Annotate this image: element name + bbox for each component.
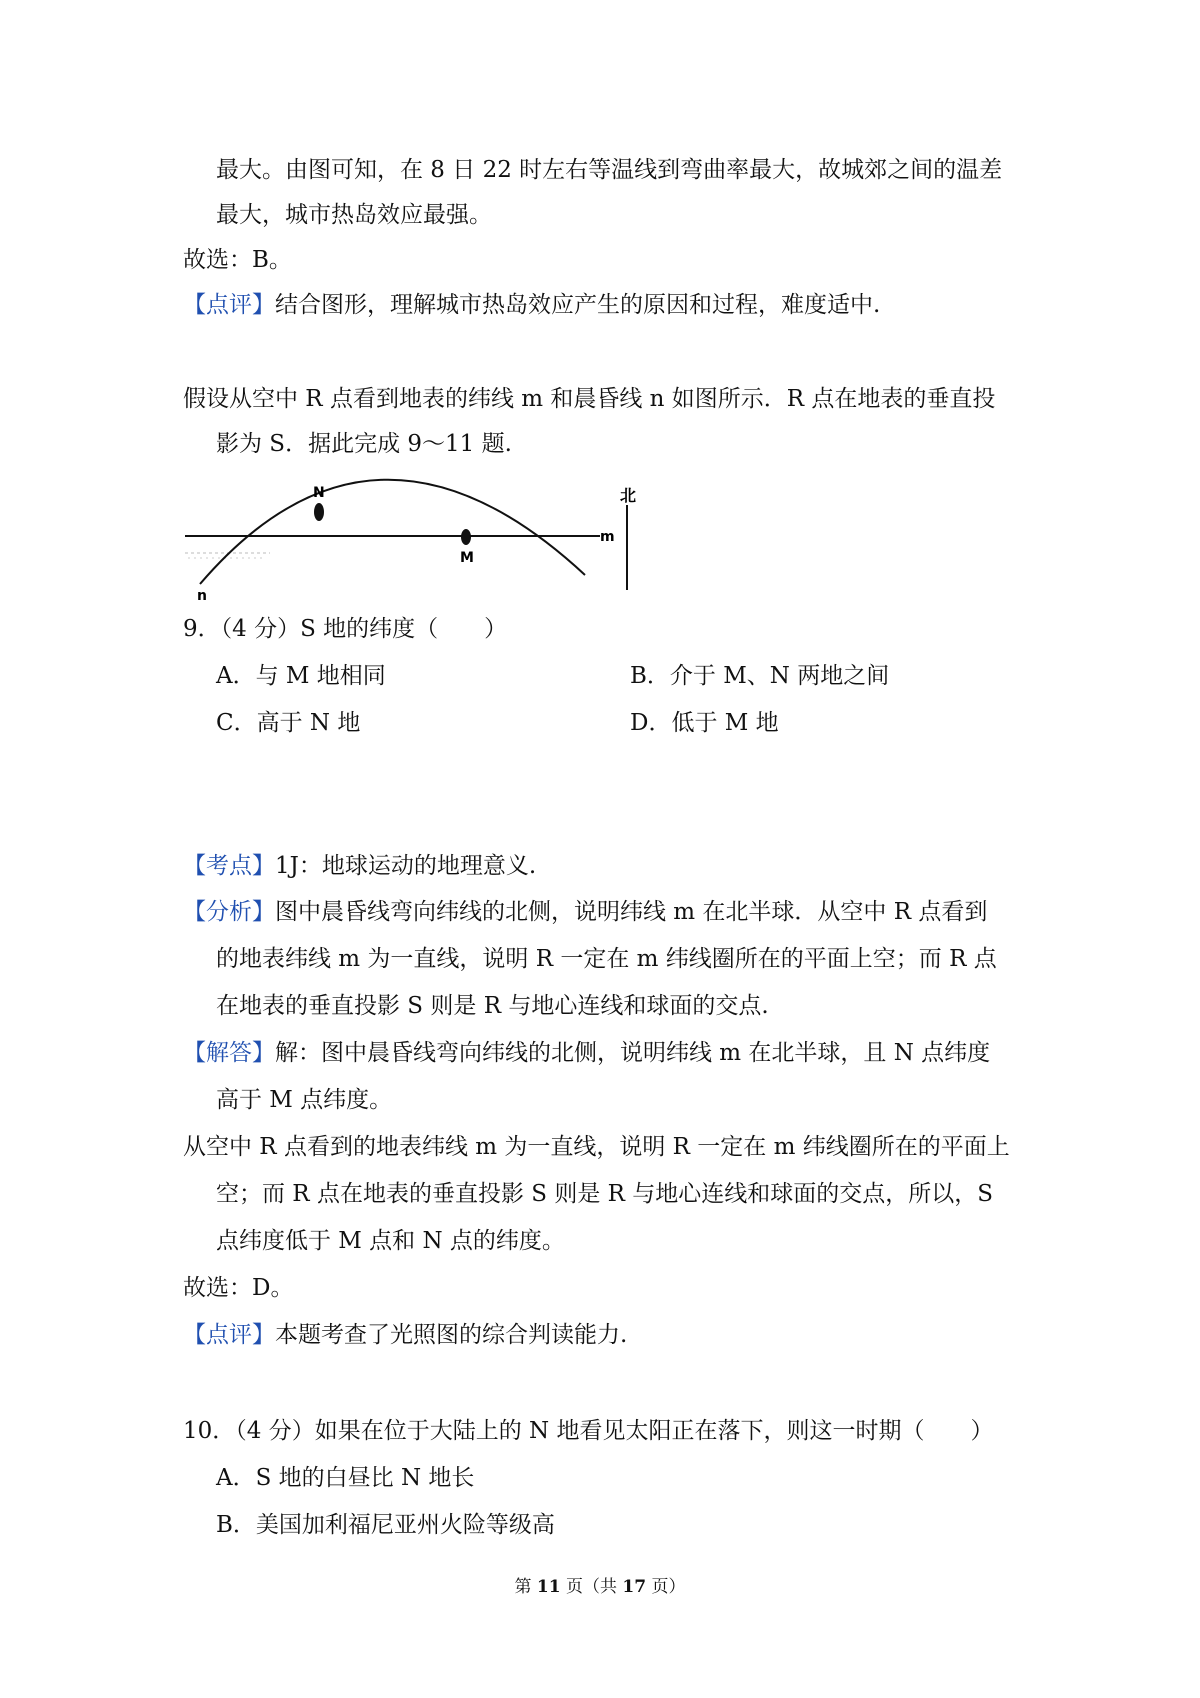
jieda-tag: 【解答】	[183, 1040, 275, 1066]
label-north: 北	[620, 486, 637, 505]
q9-kaodian	[183, 851, 536, 881]
stem-line-1: 假设从空中 R 点看到地表的纬线 m 和晨昏线 n 如图所示．R 点在地表的垂直投	[183, 386, 996, 412]
kaodian-text: 1J：地球运动的地理意义.	[275, 853, 537, 879]
label-M: M	[460, 550, 474, 566]
q9-jieda-line-1	[183, 1038, 990, 1068]
jieda-text: 解：图中晨昏线弯向纬线的北侧，说明纬线 m 在北半球，且 N 点纬度	[275, 1040, 991, 1066]
q9-fenxi-line-2: 的地表纬线 m 为一直线，说明 R 一定在 m 纬线圈所在的平面上空；而 R 点	[216, 946, 997, 972]
footer-page-number: 11	[536, 1577, 561, 1597]
latitude-terminator-figure	[0, 0, 1200, 620]
label-m: m	[600, 529, 615, 545]
q9-comment	[183, 1320, 627, 1350]
point-N-marker	[314, 503, 324, 521]
q9-option-a: A．与 M 地相同	[216, 663, 386, 689]
comment-tag: 【点评】	[183, 292, 275, 318]
q9-question: 9．（4 分）S 地的纬度（ ）	[183, 616, 508, 642]
comment-tag: 【点评】	[183, 1322, 275, 1348]
comment-text: 结合图形，理解城市热岛效应产生的原因和过程，难度适中.	[275, 292, 881, 318]
q10-option-a: A．S 地的白昼比 N 地长	[216, 1465, 475, 1491]
intro-line-2: 最大，城市热岛效应最强。	[216, 202, 492, 228]
q9-answer: 故选：D。	[183, 1275, 294, 1301]
label-n: n	[197, 588, 207, 604]
q9-jieda-line-2: 高于 M 点纬度。	[216, 1087, 393, 1113]
page-footer	[0, 1575, 1200, 1599]
q9-option-c: C．高于 N 地	[216, 710, 361, 736]
q9-jieda-line-4: 空；而 R 点在地表的垂直投影 S 则是 R 与地心连线和球面的交点，所以，S	[216, 1181, 994, 1207]
q9-jieda-line-5: 点纬度低于 M 点和 N 点的纬度。	[216, 1228, 565, 1254]
q10-question: 10．（4 分）如果在位于大陆上的 N 地看见太阳正在落下，则这一时期（ ）	[183, 1418, 994, 1444]
footer-middle: 页（共	[560, 1577, 623, 1597]
q9-option-d: D．低于 M 地	[630, 710, 779, 736]
q9-option-b: B．介于 M、N 两地之间	[630, 663, 890, 689]
footer-suffix: 页）	[646, 1577, 686, 1597]
footer-prefix: 第	[514, 1577, 537, 1597]
footer-total-pages: 17	[622, 1577, 647, 1597]
comment-text: 本题考查了光照图的综合判读能力.	[275, 1322, 628, 1348]
label-N: N	[313, 485, 325, 501]
q9-fenxi-line-1	[183, 897, 987, 927]
q9-fenxi-line-3: 在地表的垂直投影 S 则是 R 与地心连线和球面的交点.	[216, 993, 769, 1019]
fenxi-tag: 【分析】	[183, 899, 275, 925]
q10-option-b: B．美国加利福尼亚州火险等级高	[216, 1512, 555, 1538]
q9-jieda-line-3: 从空中 R 点看到的地表纬线 m 为一直线，说明 R 一定在 m 纬线圈所在的平面上	[183, 1134, 1010, 1160]
intro-line-1: 最大。由图可知，在 8 日 22 时左右等温线到弯曲率最大，故城郊之间的温差	[216, 157, 1003, 183]
terminator-curve-n	[200, 480, 585, 584]
kaodian-tag: 【考点】	[183, 853, 275, 879]
stem-line-2: 影为 S．据此完成 9～11 题.	[216, 431, 512, 457]
fenxi-text: 图中晨昏线弯向纬线的北侧，说明纬线 m 在北半球．从空中 R 点看到	[275, 899, 988, 925]
point-M-marker	[461, 529, 471, 545]
q8-answer: 故选：B。	[183, 247, 292, 273]
